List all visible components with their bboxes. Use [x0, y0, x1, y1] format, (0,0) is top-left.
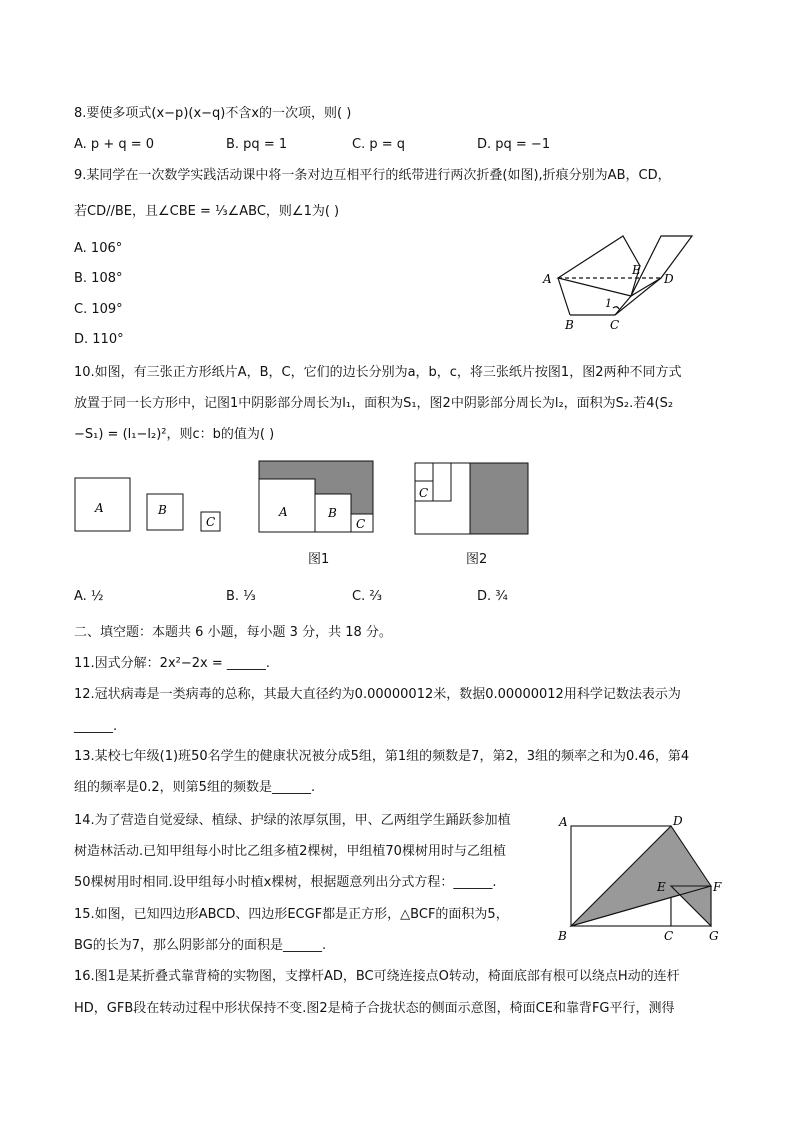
q15-label-f: F [713, 880, 722, 894]
q15-label-b: B [558, 929, 567, 943]
q9-label-a: A [543, 272, 552, 286]
q10-option-b: B. ⅓ [226, 589, 256, 604]
q10-square-b: B [158, 503, 167, 517]
q10-square-a: A [95, 501, 104, 515]
section-2-heading: 二、填空题：本题共 6 小题，每小题 3 分，共 18 分。 [74, 625, 392, 640]
q15-line1: 15.如图，已知四边形ABCD、四边形ECGF都是正方形，△BCF的面积为5， [74, 907, 509, 922]
q13-line2: 组的频率是0.2，则第5组的频数是______. [74, 780, 316, 795]
q9-label-d: D [664, 272, 674, 286]
q12-line1: 12.冠状病毒是一类病毒的总称，其最大直径约为0.00000012米，数据0.00000012用科学记数法表示为 [74, 687, 681, 702]
q10-option-c: C. ⅔ [352, 589, 382, 604]
q13-line1: 13.某校七年级(1)班50名学生的健康状况被分成5组，第1组的频数是7，第2，3组的频率之和为0.46，第4 [74, 749, 690, 764]
q9-angle-1: 1 [605, 297, 612, 310]
q10-square-c: C [206, 515, 216, 529]
q8-option-b: B. pq = 1 [226, 137, 288, 152]
q9-option-d: D. 110° [74, 332, 124, 347]
q10-line3: −S₁) = (l₁−l₂)²，则c：b的值为( ) [74, 427, 275, 442]
q8-option-d: D. pq = −1 [477, 137, 551, 152]
q10-option-d: D. ¾ [477, 589, 508, 604]
q15-label-c: C [664, 929, 674, 943]
q10-fig1-a: A [279, 505, 288, 519]
q9-stem-line2: 若CD//BE，且∠CBE = ⅓∠ABC，则∠1为( ) [74, 204, 340, 219]
q15-line2: BG的长为7，那么阴影部分的面积是______. [74, 938, 327, 953]
q8-stem: 8.要使多项式(x−p)(x−q)不含x的一次项，则( ) [74, 106, 352, 121]
q10-line1: 10.如图，有三张正方形纸片A，B，C，它们的边长分别为a，b，c，将三张纸片按图1，图2两种不同方式 [74, 365, 682, 380]
q9-folding-figure [535, 228, 695, 338]
q10-fig1-c: C [356, 517, 366, 531]
q10-fig1-b: B [328, 506, 337, 520]
q9-stem-line1: 9.某同学在一次数学实践活动课中将一条对边互相平行的纸带进行两次折叠(如图),折痕分别为AB，CD， [74, 168, 671, 183]
q9-label-b: B [565, 318, 574, 332]
q15-label-d: D [673, 814, 683, 828]
q10-line2: 放置于同一长方形中，记图1中阴影部分周长为l₁，面积为S₁，图2中阴影部分周长为l₂，面积为S₂.若4(S₂ [74, 396, 674, 411]
q15-label-e: E [657, 880, 666, 894]
q15-label-g: G [709, 929, 719, 943]
q10-option-a: A. ½ [74, 589, 104, 604]
q16-line2: HD，GFB段在转动过程中形状保持不变.图2是椅子合拢状态的侧面示意图，椅面CE和靠背FG平行，测得 [74, 1001, 675, 1016]
q15-squares-figure [555, 812, 730, 947]
q8-option-a: A. p + q = 0 [74, 137, 155, 152]
q9-label-e: E [632, 263, 641, 277]
q14-line1: 14.为了营造自觉爱绿、植绿、护绿的浓厚氛围，甲、乙两组学生踊跃参加植 [74, 813, 511, 828]
q8-option-c: C. p = q [352, 137, 406, 152]
q10-figures [70, 458, 540, 548]
q9-option-a: A. 106° [74, 241, 123, 256]
q9-option-b: B. 108° [74, 271, 123, 286]
q14-line3: 50棵树用时相同.设甲组每小时植x棵树，根据题意列出分式方程：______. [74, 875, 497, 890]
q16-line1: 16.图1是某折叠式靠背椅的实物图，支撑杆AD，BC可绕连接点O转动，椅面底部有根可以绕点H动的连杆 [74, 969, 680, 984]
q10-fig1-caption: 图1 [308, 552, 330, 567]
q9-label-c: C [610, 318, 620, 332]
q15-label-a: A [559, 815, 568, 829]
q11: 11.因式分解：2x²−2x = ______. [74, 656, 270, 671]
q10-fig2-caption: 图2 [466, 552, 488, 567]
q9-option-c: C. 109° [74, 302, 123, 317]
q10-fig2-c: C [419, 486, 429, 500]
q14-line2: 树造林活动.已知甲组每小时比乙组多植2棵树，甲组植70棵树用时与乙组植 [74, 844, 506, 859]
q12-line2: ______. [74, 719, 118, 734]
